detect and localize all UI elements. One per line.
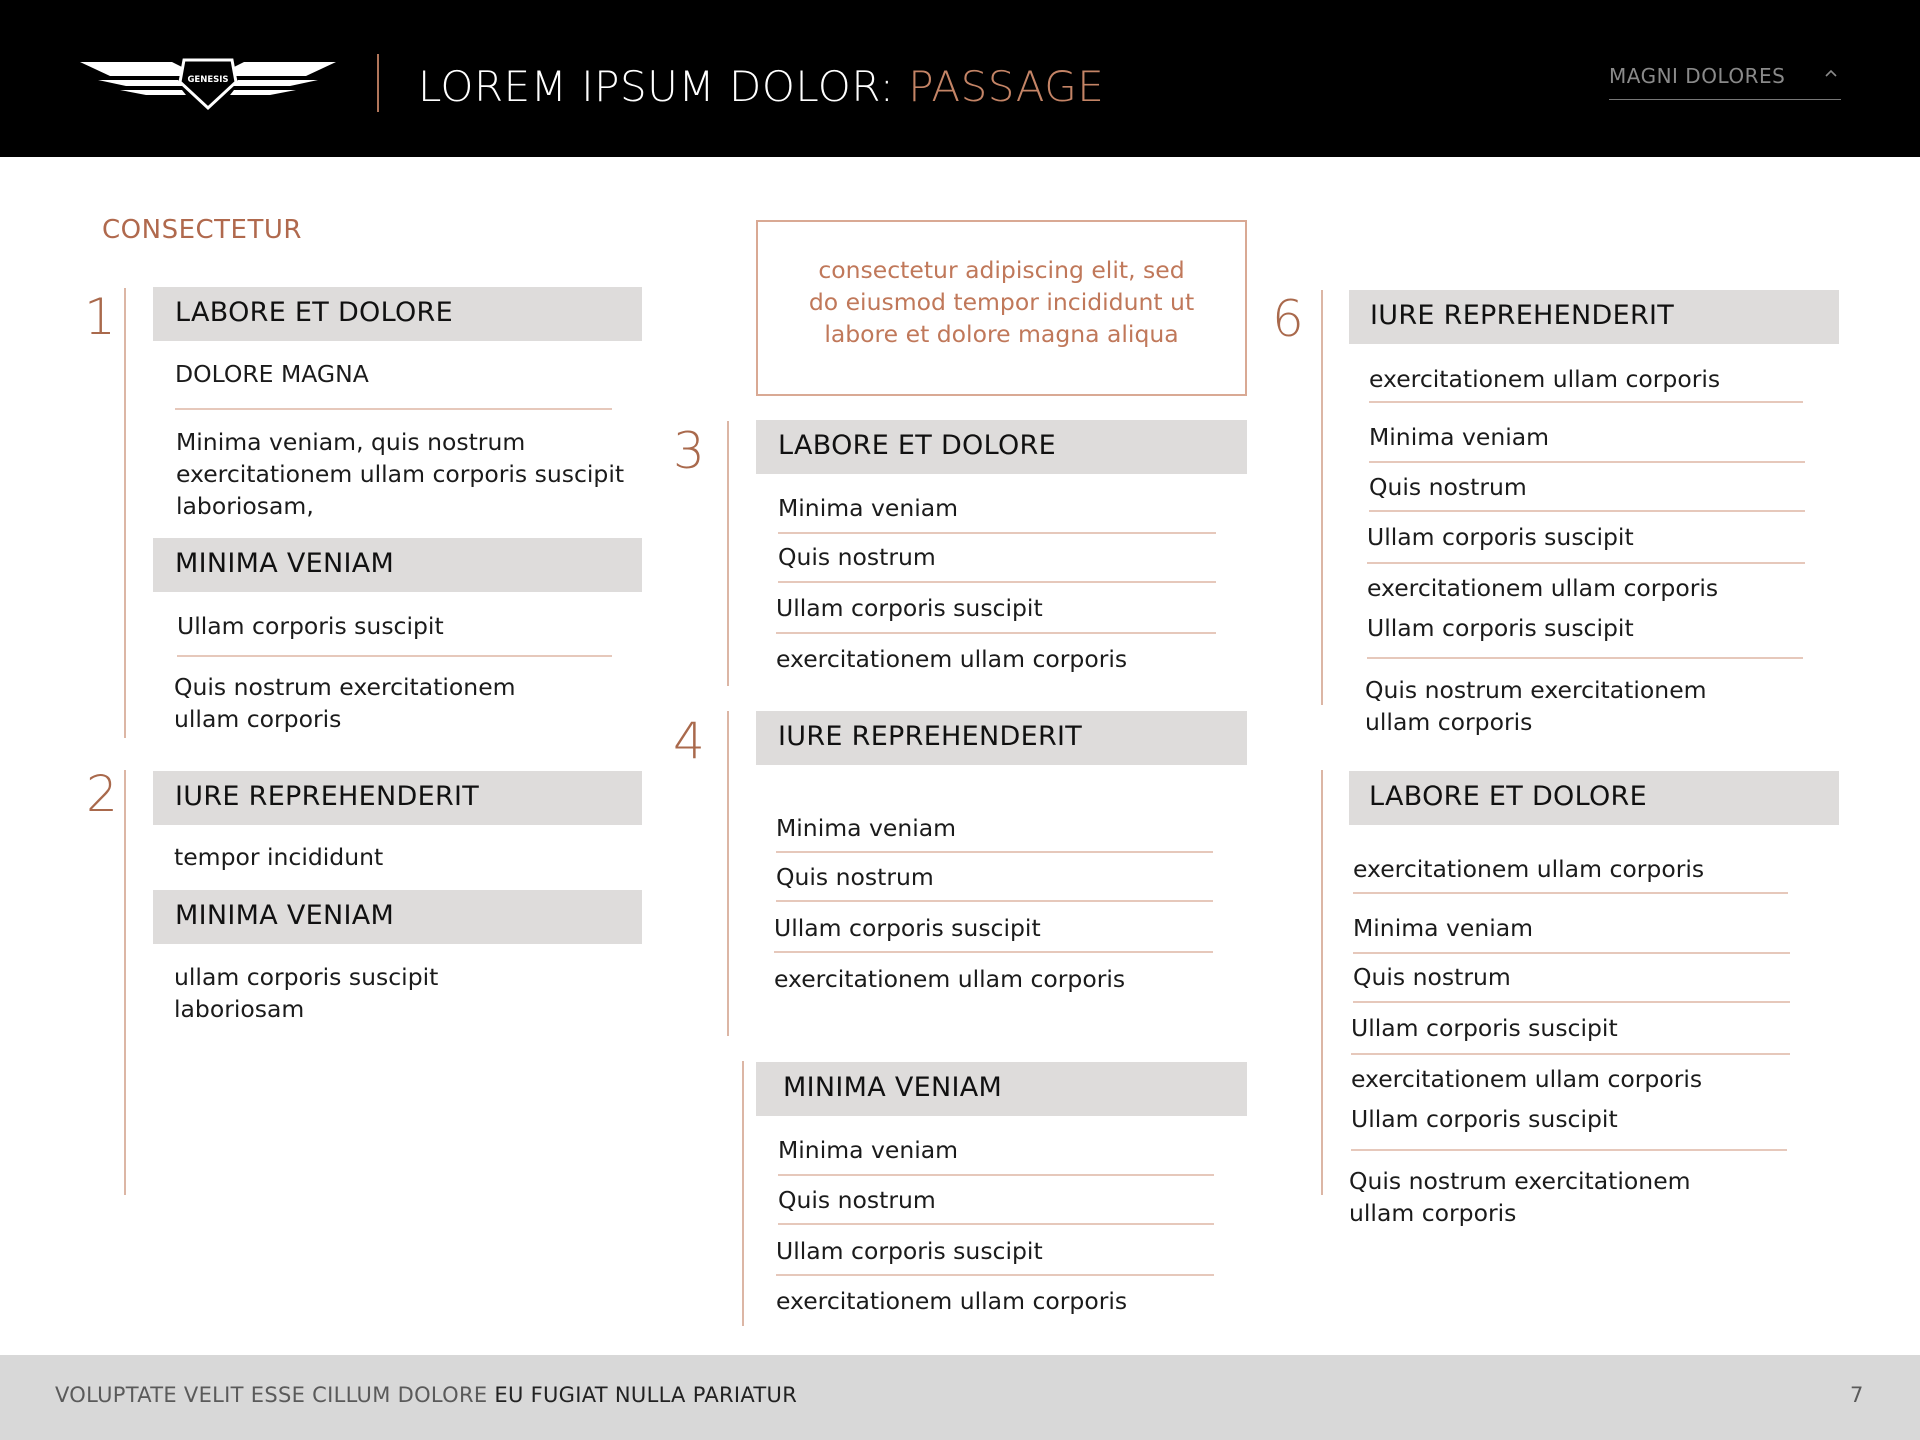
divider — [1369, 401, 1803, 403]
divider — [778, 532, 1216, 534]
list-item: Ullam corporis suscipit — [776, 1237, 1043, 1265]
group-header — [756, 1062, 1247, 1116]
group-line — [1321, 290, 1323, 705]
list-item: Quis nostrum — [778, 1186, 936, 1214]
group-line — [124, 288, 126, 738]
group-header-label: MINIMA VENIAM — [175, 900, 395, 931]
list-item: exercitationem ullam corporis — [776, 1287, 1128, 1315]
paragraph-line: ullam corporis — [1365, 708, 1533, 736]
list-item: Ullam corporis suscipit — [1367, 614, 1634, 642]
sub-heading: DOLORE MAGNA — [175, 360, 369, 388]
group-header — [756, 420, 1247, 474]
group-number: 2 — [86, 765, 118, 823]
list-item: Minima veniam — [1353, 914, 1534, 942]
divider — [778, 581, 1216, 583]
dropdown-label: MAGNI DOLORES — [1609, 64, 1786, 88]
divider — [1353, 952, 1790, 954]
group-header-label: LABORE ET DOLORE — [1369, 781, 1647, 812]
group-header — [153, 538, 642, 592]
group-line — [727, 421, 729, 686]
group-header — [153, 771, 642, 825]
list-item: Quis nostrum — [1369, 473, 1527, 501]
list-item: exercitationem ullam corporis — [1353, 855, 1705, 883]
list-item: Minima veniam — [776, 814, 957, 842]
group-header-label: LABORE ET DOLORE — [778, 430, 1056, 461]
paragraph-line: ullam corporis — [174, 705, 342, 733]
divider — [776, 851, 1213, 853]
paragraph-line: ullam corporis — [1349, 1199, 1517, 1227]
list-item: Quis nostrum — [1353, 963, 1511, 991]
magni-dolores-dropdown[interactable] — [1609, 62, 1841, 100]
paragraph-line: Quis nostrum exercitationem — [174, 673, 516, 701]
group-header-label: IURE REPREHENDERIT — [1370, 300, 1675, 331]
list-item: exercitationem ullam corporis — [1369, 365, 1721, 393]
divider — [1367, 657, 1803, 659]
list-item: Minima veniam — [1369, 423, 1550, 451]
divider — [177, 655, 612, 657]
divider — [175, 408, 612, 410]
divider — [1369, 510, 1805, 512]
footer-text-dark: EU FUGIAT NULLA PARIATUR — [494, 1383, 798, 1407]
list-item: Ullam corporis suscipit — [1351, 1014, 1618, 1042]
header-bar — [0, 0, 1920, 157]
list-item: Ullam corporis suscipit — [1367, 523, 1634, 551]
divider — [1351, 1053, 1790, 1055]
group-header-label: IURE REPREHENDERIT — [175, 781, 480, 812]
group-header-label: MINIMA VENIAM — [175, 548, 395, 579]
paragraph-line: laboriosam, — [176, 492, 314, 520]
group-header — [153, 890, 642, 944]
divider — [776, 632, 1216, 634]
group-number: 1 — [84, 288, 116, 346]
group-header-label: MINIMA VENIAM — [783, 1072, 1003, 1103]
list-item: Minima veniam — [778, 1136, 959, 1164]
divider — [1369, 461, 1805, 463]
list-item: exercitationem ullam corporis — [1367, 574, 1719, 602]
divider — [1353, 892, 1788, 894]
list-item: Quis nostrum — [776, 863, 934, 891]
list-item: Ullam corporis suscipit — [774, 914, 1041, 942]
paragraph-line: laboriosam — [174, 995, 305, 1023]
logo-text: GENESIS — [187, 75, 229, 85]
divider — [1353, 1001, 1790, 1003]
page-title — [418, 62, 1104, 111]
paragraph-line: exercitationem ullam corporis suscipit — [176, 460, 625, 488]
list-item: Ullam corporis suscipit — [776, 594, 1043, 622]
divider — [776, 1274, 1214, 1276]
footer-bar — [0, 1355, 1920, 1440]
paragraph-line: Quis nostrum exercitationem — [1365, 676, 1707, 704]
group-header — [1349, 290, 1839, 344]
title-main: LOREM IPSUM DOLOR: — [418, 62, 909, 111]
list-item: exercitationem ullam corporis — [776, 645, 1128, 673]
footer-text-light: VOLUPTATE VELIT ESSE CILLUM DOLORE — [55, 1383, 495, 1407]
callout-line: labore et dolore magna aliqua — [824, 320, 1179, 348]
divider — [778, 1174, 1214, 1176]
chevron-up-icon[interactable] — [1821, 64, 1841, 84]
group-line — [1321, 770, 1323, 1195]
footer-text — [55, 1383, 797, 1407]
list-item: tempor incididunt — [174, 843, 384, 871]
paragraph-line: Minima veniam, quis nostrum — [176, 428, 526, 456]
list-item: Minima veniam — [778, 494, 959, 522]
paragraph-line: Quis nostrum exercitationem — [1349, 1167, 1691, 1195]
group-line — [742, 1061, 744, 1326]
group-number: 6 — [1272, 290, 1304, 348]
divider — [778, 1223, 1214, 1225]
list-item: Quis nostrum — [778, 543, 936, 571]
group-number: 4 — [673, 712, 705, 770]
group-line — [124, 770, 126, 1195]
group-header — [756, 711, 1247, 765]
callout-text — [758, 254, 1245, 350]
callout-line: consectetur adipiscing elit, sed — [818, 256, 1185, 284]
group-line — [727, 711, 729, 1036]
header-divider — [377, 54, 379, 112]
divider — [776, 900, 1213, 902]
list-item: exercitationem ullam corporis — [1351, 1065, 1703, 1093]
paragraph-line: ullam corporis suscipit — [174, 963, 439, 991]
list-item: Ullam corporis suscipit — [177, 612, 444, 640]
list-item: Ullam corporis suscipit — [1351, 1105, 1618, 1133]
divider — [774, 951, 1213, 953]
divider — [1351, 1149, 1787, 1151]
page-number: 7 — [1850, 1383, 1864, 1407]
divider — [1367, 562, 1805, 564]
section-label: CONSECTETUR — [102, 215, 302, 245]
callout-box — [756, 220, 1247, 396]
group-header — [1349, 771, 1839, 825]
title-accent: PASSAGE — [908, 62, 1105, 111]
group-header — [153, 287, 642, 341]
list-item: exercitationem ullam corporis — [774, 965, 1126, 993]
genesis-logo[interactable] — [80, 54, 336, 112]
callout-line: do eiusmod tempor incididunt ut — [808, 288, 1195, 316]
group-header-label: IURE REPREHENDERIT — [778, 721, 1083, 752]
group-number: 3 — [673, 422, 705, 480]
group-header-label: LABORE ET DOLORE — [175, 297, 453, 328]
